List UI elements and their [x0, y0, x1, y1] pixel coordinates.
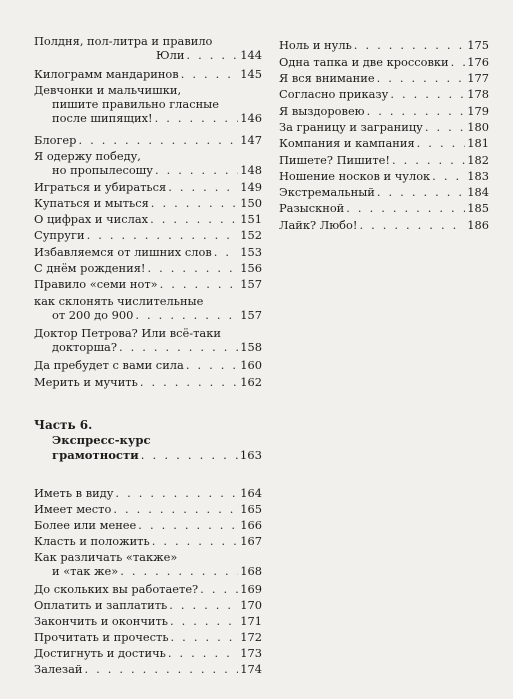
toc-page-number: 173 — [240, 646, 262, 660]
toc-page-number: 183 — [467, 169, 489, 183]
toc-entry-title: и «так же» — [52, 564, 119, 578]
toc-entry-title: За границу и заграницу — [279, 120, 423, 134]
toc-entry-title: Мерить и мучить — [34, 375, 138, 389]
toc-entry-title: Доктор Петрова? Или всё-таки — [34, 326, 221, 340]
toc-page-number: 162 — [240, 375, 262, 389]
toc-entry-title: Более или менее — [34, 518, 137, 532]
toc-entry — [279, 201, 489, 215]
toc-page-number: 165 — [240, 502, 262, 516]
dot-leader — [155, 111, 239, 125]
toc-entry — [34, 630, 262, 644]
toc-entry — [34, 83, 262, 125]
toc-entry-title: Ноль и нуль — [279, 38, 352, 52]
toc-page-number: 147 — [240, 133, 262, 147]
toc-entry — [34, 277, 262, 291]
dot-leader — [148, 261, 239, 275]
toc-page-number: 171 — [240, 614, 262, 628]
toc-entry-title: Я вся внимание — [279, 71, 375, 85]
dot-leader — [170, 614, 238, 628]
toc-entry-title: Имеет место — [34, 502, 112, 516]
dot-leader — [181, 67, 239, 81]
dot-leader — [160, 277, 239, 291]
toc-entry-title: Разыскной — [279, 201, 345, 215]
toc-page-number: 149 — [240, 180, 262, 194]
toc-entry — [34, 662, 262, 676]
toc-entry — [34, 582, 262, 596]
toc-page-number: 153 — [240, 245, 262, 259]
toc-entry — [279, 153, 489, 167]
toc-entry-title: Экстремальный — [279, 185, 375, 199]
dot-leader — [346, 201, 465, 215]
dot-leader — [138, 518, 238, 532]
toc-entry-title: докторша? — [52, 340, 117, 354]
toc-entry — [34, 67, 262, 81]
toc-entry — [34, 550, 262, 578]
dot-leader — [141, 448, 238, 463]
toc-entry — [279, 120, 489, 134]
toc-entry — [34, 646, 262, 660]
dot-leader — [392, 153, 465, 167]
toc-entry-title: Девчонки и мальчишки, — [34, 83, 182, 97]
toc-page-number: 163 — [239, 448, 262, 462]
dot-leader — [377, 71, 466, 85]
toc-entry-title: Оплатить и заплатить — [34, 598, 168, 612]
toc-entry — [34, 358, 262, 372]
toc-entry — [34, 502, 262, 516]
dot-leader — [152, 534, 239, 548]
toc-page-number: 160 — [240, 358, 262, 372]
toc-page-number: 172 — [240, 630, 262, 644]
toc-entry-title: Достигнуть и достичь — [34, 646, 166, 660]
dot-leader — [417, 136, 466, 150]
part-title: Часть 6. — [34, 418, 93, 432]
toc-entry — [34, 534, 262, 548]
toc-page-number: 157 — [240, 308, 262, 322]
toc-entry — [279, 87, 489, 101]
toc-page-number: 170 — [240, 598, 262, 612]
dot-leader — [87, 228, 239, 242]
toc-entry — [279, 185, 489, 199]
toc-page-number: 152 — [240, 228, 262, 242]
dot-leader — [169, 598, 238, 612]
toc-entry-title: Иметь в виду — [34, 486, 114, 500]
toc-entry — [34, 196, 262, 210]
toc-page-number: 168 — [240, 564, 262, 578]
toc-entry-title: О цифрах и числах — [34, 212, 149, 226]
dot-leader — [186, 358, 238, 372]
toc-entry — [34, 294, 262, 322]
dot-leader — [451, 55, 466, 69]
toc-entry-title: Закончить и окончить — [34, 614, 168, 628]
toc-entry — [34, 245, 262, 259]
toc-entry-title: Лайк? Любо! — [279, 218, 358, 232]
toc-page-number: 178 — [467, 87, 489, 101]
toc-entry-title: Согласно приказу — [279, 87, 389, 101]
toc-page-number: 181 — [467, 136, 489, 150]
toc-page-number: 144 — [240, 48, 262, 62]
toc-page-number: 180 — [467, 120, 489, 134]
toc-entry-title: Ношение носков и чулок — [279, 169, 431, 183]
toc-entry — [34, 486, 262, 500]
toc-entry — [279, 218, 489, 232]
dot-leader — [171, 630, 239, 644]
toc-entry-title: после шипящих! — [52, 111, 153, 125]
toc-entry — [34, 326, 262, 354]
toc-entry-title: от 200 до 900 — [52, 308, 134, 322]
toc-page-number: 186 — [467, 218, 489, 232]
toc-entry — [279, 38, 489, 52]
toc-page-number: 179 — [467, 104, 489, 118]
toc-page-number: 151 — [240, 212, 262, 226]
toc-page-number: 182 — [467, 153, 489, 167]
toc-page-number: 177 — [467, 71, 489, 85]
dot-leader — [151, 196, 238, 210]
toc-entry — [34, 261, 262, 275]
dot-leader — [150, 212, 238, 226]
toc-page-number: 184 — [467, 185, 489, 199]
dot-leader — [425, 120, 465, 134]
toc-page-number: 169 — [240, 582, 262, 596]
toc-entry-title: Класть и положить — [34, 534, 150, 548]
toc-entry — [279, 136, 489, 150]
toc-entry-title: Купаться и мыться — [34, 196, 149, 210]
toc-page-number: 164 — [240, 486, 262, 500]
toc-page-number: 157 — [240, 277, 262, 291]
dot-leader — [168, 180, 238, 194]
toc-page-number: 146 — [240, 111, 262, 125]
toc-entry — [34, 228, 262, 242]
toc-entry-title: Пишете? Пишите! — [279, 153, 390, 167]
dot-leader — [200, 582, 238, 596]
toc-entry-title: Прочитать и прочесть — [34, 630, 169, 644]
toc-entry-title: Я одержу победу, — [34, 149, 141, 163]
toc-entry — [34, 614, 262, 628]
toc-entry — [279, 55, 489, 69]
dot-leader — [432, 169, 465, 183]
toc-entry-title: Как различать «также» — [34, 550, 178, 564]
dot-leader — [120, 564, 238, 578]
toc-entry-title: Супруги — [34, 228, 85, 242]
toc-entry-title: Правило «семи нот» — [34, 277, 158, 291]
toc-page-number: 174 — [240, 662, 262, 676]
dot-leader — [119, 340, 238, 354]
dot-leader — [84, 662, 238, 676]
toc-page-number: 176 — [467, 55, 489, 69]
toc-page-number: 158 — [240, 340, 262, 354]
toc-entry — [34, 212, 262, 226]
toc-entry-title: как склонять числительные — [34, 294, 204, 308]
toc-entry — [34, 34, 262, 62]
dot-leader — [377, 185, 465, 199]
toc-entry — [34, 149, 262, 177]
toc-entry-title: Полдня, пол-литра и правило — [34, 34, 213, 48]
part-subtitle — [52, 433, 262, 463]
part-subtitle-line: Экспресс-курс — [52, 433, 151, 447]
toc-page-number: 166 — [240, 518, 262, 532]
toc-entry-title: До скольких вы работаете? — [34, 582, 199, 596]
toc-entry-title: Одна тапка и две кроссовки — [279, 55, 449, 69]
toc-entry — [279, 104, 489, 118]
dot-leader — [359, 218, 465, 232]
toc-entry-title: Компания и кампания — [279, 136, 415, 150]
toc-entry-title: Килограмм мандаринов — [34, 67, 179, 81]
part-subtitle-line: грамотности — [52, 448, 139, 462]
toc-entry — [34, 180, 262, 194]
dot-leader — [390, 87, 465, 101]
toc-page-number: 167 — [240, 534, 262, 548]
toc-entry-title: Я выздоровею — [279, 104, 365, 118]
toc-page-number: 156 — [240, 261, 262, 275]
toc-entry — [279, 71, 489, 85]
toc-entry-title: С днём рождения! — [34, 261, 146, 275]
dot-leader — [78, 133, 238, 147]
dot-leader — [354, 38, 465, 52]
dot-leader — [214, 245, 239, 259]
toc-entry-title: Избавляемся от лишних слов — [34, 245, 212, 259]
toc-entry-title: Играться и убираться — [34, 180, 167, 194]
toc-entry — [34, 375, 262, 389]
dot-leader — [155, 163, 238, 177]
toc-entry-title: пишите правильно гласные — [52, 97, 219, 111]
dot-leader — [168, 646, 238, 660]
toc-entry-title: Юли — [156, 48, 185, 62]
toc-page-number: 148 — [240, 163, 262, 177]
toc-entry — [34, 598, 262, 612]
toc-entry-title: Залезай — [34, 662, 83, 676]
dot-leader — [115, 486, 238, 500]
dot-leader — [186, 48, 238, 62]
toc-entry-title: Блогер — [34, 133, 77, 147]
toc-entry — [34, 133, 262, 147]
toc-page-number: 150 — [240, 196, 262, 210]
toc-entry-title: Да пребудет с вами сила — [34, 358, 184, 372]
toc-page-number: 175 — [467, 38, 489, 52]
toc-entry — [279, 169, 489, 183]
dot-leader — [367, 104, 466, 118]
dot-leader — [113, 502, 238, 516]
dot-leader — [140, 375, 238, 389]
dot-leader — [135, 308, 238, 322]
toc-page-number: 185 — [467, 201, 489, 215]
toc-entry-title: но пропылесошу — [52, 163, 153, 177]
toc-entry — [34, 518, 262, 532]
toc-page-number: 145 — [240, 67, 262, 81]
